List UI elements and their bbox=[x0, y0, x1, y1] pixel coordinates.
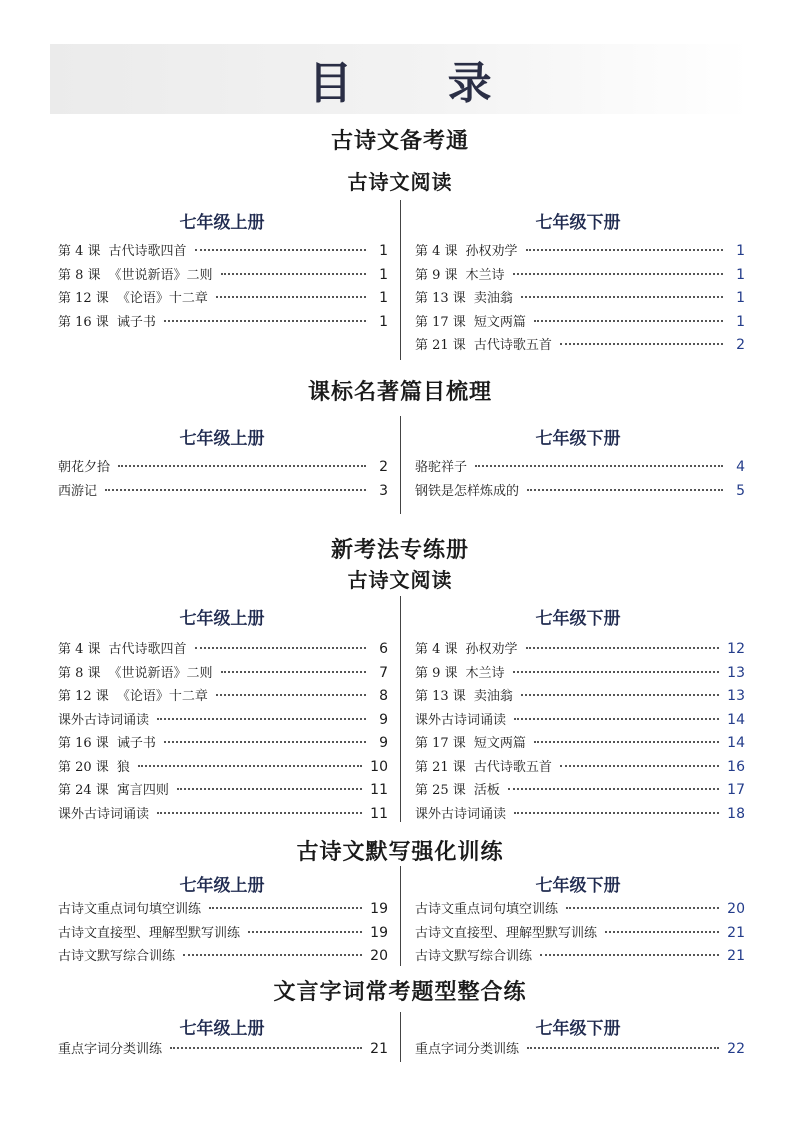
entry-title: 课外古诗词诵读 bbox=[415, 806, 507, 822]
toc-entry bbox=[415, 803, 745, 827]
page-number: 1 bbox=[736, 313, 745, 330]
entry-title: 卖油翁 bbox=[473, 291, 513, 306]
lesson-number: 第 4 课 bbox=[415, 244, 458, 259]
toc-entry bbox=[58, 803, 388, 827]
entry-title: 课外古诗词诵读 bbox=[58, 806, 150, 822]
dot-leader bbox=[177, 788, 362, 790]
page-number: 20 bbox=[370, 948, 388, 964]
toc-entry bbox=[415, 287, 745, 311]
toc-entry bbox=[415, 945, 745, 969]
dot-leader bbox=[527, 1047, 719, 1049]
page-number: 19 bbox=[370, 924, 388, 941]
dot-leader bbox=[195, 249, 366, 251]
toc-entry bbox=[58, 456, 388, 480]
page-number: 3 bbox=[379, 482, 388, 499]
toc-entry bbox=[58, 945, 388, 969]
dot-leader bbox=[566, 907, 719, 909]
entry-title: 狼 bbox=[116, 759, 130, 775]
entry-title: 《世说新语》二则 bbox=[108, 267, 213, 283]
lesson-number: 第 16 课 bbox=[58, 736, 109, 751]
dot-leader bbox=[508, 788, 719, 790]
section-subheading: 古诗文阅读 bbox=[347, 170, 453, 194]
toc-entry bbox=[58, 732, 388, 756]
entry-title: 重点字词分类训练 bbox=[58, 1042, 163, 1057]
page-number: 19 bbox=[370, 901, 388, 917]
grade-heading: 七年级下册 bbox=[535, 1019, 621, 1039]
dot-leader bbox=[221, 273, 366, 275]
page-number: 18 bbox=[727, 805, 745, 822]
section-heading: 古诗文备考通 bbox=[330, 128, 469, 154]
lesson-number: 第 9 课 bbox=[415, 267, 458, 283]
entry-title: 木兰诗 bbox=[465, 665, 505, 681]
entry-title: 古诗文直接型、理解型默写训练 bbox=[58, 925, 241, 941]
dot-leader bbox=[521, 296, 723, 298]
page-number: 21 bbox=[727, 924, 745, 941]
entry-title: 骆驼祥子 bbox=[415, 460, 468, 475]
dot-leader bbox=[164, 320, 366, 322]
lesson-number: 第 20 课 bbox=[58, 759, 109, 775]
toc-entry bbox=[58, 685, 388, 709]
lesson-number: 第 9 课 bbox=[415, 665, 458, 681]
toc-entry bbox=[415, 264, 745, 288]
toc-entry bbox=[415, 779, 745, 803]
grade-heading: 七年级上册 bbox=[179, 876, 265, 896]
toc-entry bbox=[58, 264, 388, 288]
entry-title: 重点字词分类训练 bbox=[415, 1042, 520, 1057]
toc-list bbox=[58, 1038, 388, 1062]
lesson-number: 第 21 课 bbox=[415, 759, 466, 775]
entry-title: 古代诗歌五首 bbox=[473, 338, 552, 353]
page-number: 6 bbox=[379, 641, 388, 657]
page-number: 12 bbox=[727, 641, 745, 657]
page-number: 9 bbox=[379, 735, 388, 751]
lesson-number: 第 8 课 bbox=[58, 267, 101, 283]
column-divider bbox=[400, 1012, 401, 1062]
entry-title: 孙权劝学 bbox=[465, 642, 518, 657]
page-number: 21 bbox=[370, 1041, 388, 1057]
dot-leader bbox=[183, 954, 362, 956]
lesson-number: 第 13 课 bbox=[415, 689, 466, 704]
page-number: 11 bbox=[370, 782, 388, 798]
page-number: 1 bbox=[736, 290, 745, 306]
page-number: 16 bbox=[727, 758, 745, 775]
page-number: 21 bbox=[727, 948, 745, 964]
entry-title: 木兰诗 bbox=[465, 267, 505, 283]
lesson-number: 第 4 课 bbox=[58, 642, 101, 657]
dot-leader bbox=[605, 931, 719, 933]
entry-title: 孙权劝学 bbox=[465, 244, 518, 259]
dot-leader bbox=[195, 647, 366, 649]
entry-title: 朝花夕拾 bbox=[58, 460, 111, 475]
entry-title: 寓言四则 bbox=[116, 783, 169, 798]
dot-leader bbox=[513, 671, 720, 673]
toc-entry bbox=[58, 779, 388, 803]
dot-leader bbox=[209, 907, 362, 909]
toc-entry bbox=[58, 240, 388, 264]
toc-entry bbox=[58, 662, 388, 686]
entry-title: 课外古诗词诵读 bbox=[58, 712, 150, 728]
toc-entry bbox=[58, 311, 388, 335]
entry-title: 诫子书 bbox=[116, 736, 156, 751]
dot-leader bbox=[164, 741, 366, 743]
section-subheading: 古诗文阅读 bbox=[347, 568, 453, 592]
entry-title: 古代诗歌五首 bbox=[473, 759, 552, 775]
lesson-number: 第 21 课 bbox=[415, 338, 466, 353]
page-number: 1 bbox=[736, 243, 745, 259]
entry-title: 古诗文重点词句填空训练 bbox=[58, 902, 202, 917]
toc-entry bbox=[415, 638, 745, 662]
page-number: 14 bbox=[727, 735, 745, 751]
entry-title: 卖油翁 bbox=[473, 689, 513, 704]
entry-title: 古诗文默写综合训练 bbox=[415, 949, 533, 964]
page-title-bar bbox=[50, 44, 750, 114]
entry-title: 西游记 bbox=[58, 483, 98, 499]
grade-heading: 七年级上册 bbox=[179, 213, 265, 233]
dot-leader bbox=[540, 954, 719, 956]
page-number: 9 bbox=[379, 711, 388, 728]
page-number: 14 bbox=[727, 711, 745, 728]
toc-entry bbox=[415, 898, 745, 922]
toc-entry bbox=[415, 1038, 745, 1062]
page-number: 4 bbox=[736, 459, 745, 475]
section-heading: 课标名著篇目梳理 bbox=[307, 379, 492, 405]
lesson-number: 第 17 课 bbox=[415, 736, 466, 751]
dot-leader bbox=[534, 320, 723, 322]
grade-heading: 七年级下册 bbox=[535, 429, 621, 449]
toc-list bbox=[58, 898, 388, 969]
lesson-number: 第 13 课 bbox=[415, 291, 466, 306]
dot-leader bbox=[526, 249, 723, 251]
dot-leader bbox=[157, 718, 366, 720]
lesson-number: 第 4 课 bbox=[415, 642, 458, 657]
toc-entry bbox=[58, 898, 388, 922]
column-divider bbox=[400, 596, 401, 822]
dot-leader bbox=[138, 765, 362, 767]
entry-title: 古诗文重点词句填空训练 bbox=[415, 902, 559, 917]
page-number: 5 bbox=[736, 482, 745, 499]
toc-entry bbox=[415, 756, 745, 780]
dot-leader bbox=[475, 465, 723, 467]
toc-entry bbox=[415, 685, 745, 709]
dot-leader bbox=[221, 671, 366, 673]
page-title: 目 录 bbox=[308, 58, 532, 109]
page-number: 11 bbox=[370, 805, 388, 822]
entry-title: 古诗文默写综合训练 bbox=[58, 949, 176, 964]
toc-entry bbox=[58, 287, 388, 311]
grade-heading: 七年级上册 bbox=[179, 429, 265, 449]
section-heading: 古诗文默写强化训练 bbox=[296, 839, 504, 865]
dot-leader bbox=[105, 489, 366, 491]
dot-leader bbox=[560, 343, 723, 345]
toc-entry bbox=[58, 756, 388, 780]
entry-title: 《世说新语》二则 bbox=[108, 665, 213, 681]
dot-leader bbox=[526, 647, 720, 649]
toc-entry bbox=[415, 311, 745, 335]
entry-title: 课外古诗词诵读 bbox=[415, 712, 507, 728]
section-heading: 新考法专练册 bbox=[330, 537, 469, 563]
column-divider bbox=[400, 866, 401, 966]
entry-title: 短文两篇 bbox=[473, 314, 526, 330]
toc-list bbox=[58, 240, 388, 334]
column-divider bbox=[400, 416, 401, 514]
page-number: 1 bbox=[379, 243, 388, 259]
toc-list bbox=[415, 1038, 745, 1062]
lesson-number: 第 8 课 bbox=[58, 665, 101, 681]
toc-list bbox=[415, 240, 745, 358]
toc-entry bbox=[58, 709, 388, 733]
entry-title: 《论语》十二章 bbox=[116, 291, 208, 306]
toc-entry bbox=[415, 922, 745, 946]
entry-title: 活板 bbox=[473, 783, 500, 798]
section-heading: 文言字词常考题型整合练 bbox=[273, 979, 527, 1005]
page-number: 1 bbox=[379, 290, 388, 306]
entry-title: 古代诗歌四首 bbox=[108, 642, 187, 657]
toc-list bbox=[415, 456, 745, 503]
lesson-number: 第 12 课 bbox=[58, 689, 109, 704]
page-number: 17 bbox=[727, 782, 745, 798]
toc-entry bbox=[415, 334, 745, 358]
page-number: 2 bbox=[736, 337, 745, 353]
entry-title: 《论语》十二章 bbox=[116, 689, 208, 704]
page-number: 20 bbox=[727, 901, 745, 917]
grade-heading: 七年级下册 bbox=[535, 876, 621, 896]
page-number: 1 bbox=[379, 313, 388, 330]
entry-title: 古代诗歌四首 bbox=[108, 244, 187, 259]
grade-heading: 七年级下册 bbox=[535, 213, 621, 233]
toc-list bbox=[58, 456, 388, 503]
page-number: 2 bbox=[379, 459, 388, 475]
page-number: 1 bbox=[736, 266, 745, 283]
dot-leader bbox=[527, 489, 723, 491]
dot-leader bbox=[216, 296, 366, 298]
toc-entry bbox=[58, 1038, 388, 1062]
dot-leader bbox=[514, 718, 719, 720]
page-number: 1 bbox=[379, 266, 388, 283]
dot-leader bbox=[248, 931, 362, 933]
dot-leader bbox=[118, 465, 366, 467]
toc-entry bbox=[415, 456, 745, 480]
toc-entry bbox=[415, 709, 745, 733]
lesson-number: 第 25 课 bbox=[415, 783, 466, 798]
dot-leader bbox=[534, 741, 719, 743]
toc-entry bbox=[415, 240, 745, 264]
lesson-number: 第 12 课 bbox=[58, 291, 109, 306]
page-number: 13 bbox=[727, 664, 745, 681]
entry-title: 短文两篇 bbox=[473, 736, 526, 751]
toc-list bbox=[58, 638, 388, 826]
page-number: 8 bbox=[379, 688, 388, 704]
dot-leader bbox=[514, 812, 719, 814]
dot-leader bbox=[157, 812, 362, 814]
page-number: 13 bbox=[727, 688, 745, 704]
lesson-number: 第 4 课 bbox=[58, 244, 101, 259]
page-number: 22 bbox=[727, 1041, 745, 1057]
dot-leader bbox=[170, 1047, 362, 1049]
grade-heading: 七年级上册 bbox=[179, 1019, 265, 1039]
lesson-number: 第 24 课 bbox=[58, 783, 109, 798]
toc-entry bbox=[415, 732, 745, 756]
page-number: 7 bbox=[379, 664, 388, 681]
toc-entry bbox=[58, 638, 388, 662]
page-number: 10 bbox=[370, 758, 388, 775]
lesson-number: 第 17 课 bbox=[415, 314, 466, 330]
dot-leader bbox=[560, 765, 719, 767]
toc-entry bbox=[415, 480, 745, 504]
dot-leader bbox=[513, 273, 723, 275]
entry-title: 钢铁是怎样炼成的 bbox=[415, 483, 520, 499]
toc-entry bbox=[415, 662, 745, 686]
dot-leader bbox=[521, 694, 719, 696]
toc-entry bbox=[58, 480, 388, 504]
grade-heading: 七年级上册 bbox=[179, 609, 265, 629]
dot-leader bbox=[216, 694, 366, 696]
toc-entry bbox=[58, 922, 388, 946]
toc-list bbox=[415, 638, 745, 826]
lesson-number: 第 16 课 bbox=[58, 314, 109, 330]
entry-title: 诫子书 bbox=[116, 314, 156, 330]
column-divider bbox=[400, 200, 401, 360]
entry-title: 古诗文直接型、理解型默写训练 bbox=[415, 925, 598, 941]
toc-list bbox=[415, 898, 745, 969]
grade-heading: 七年级下册 bbox=[535, 609, 621, 629]
